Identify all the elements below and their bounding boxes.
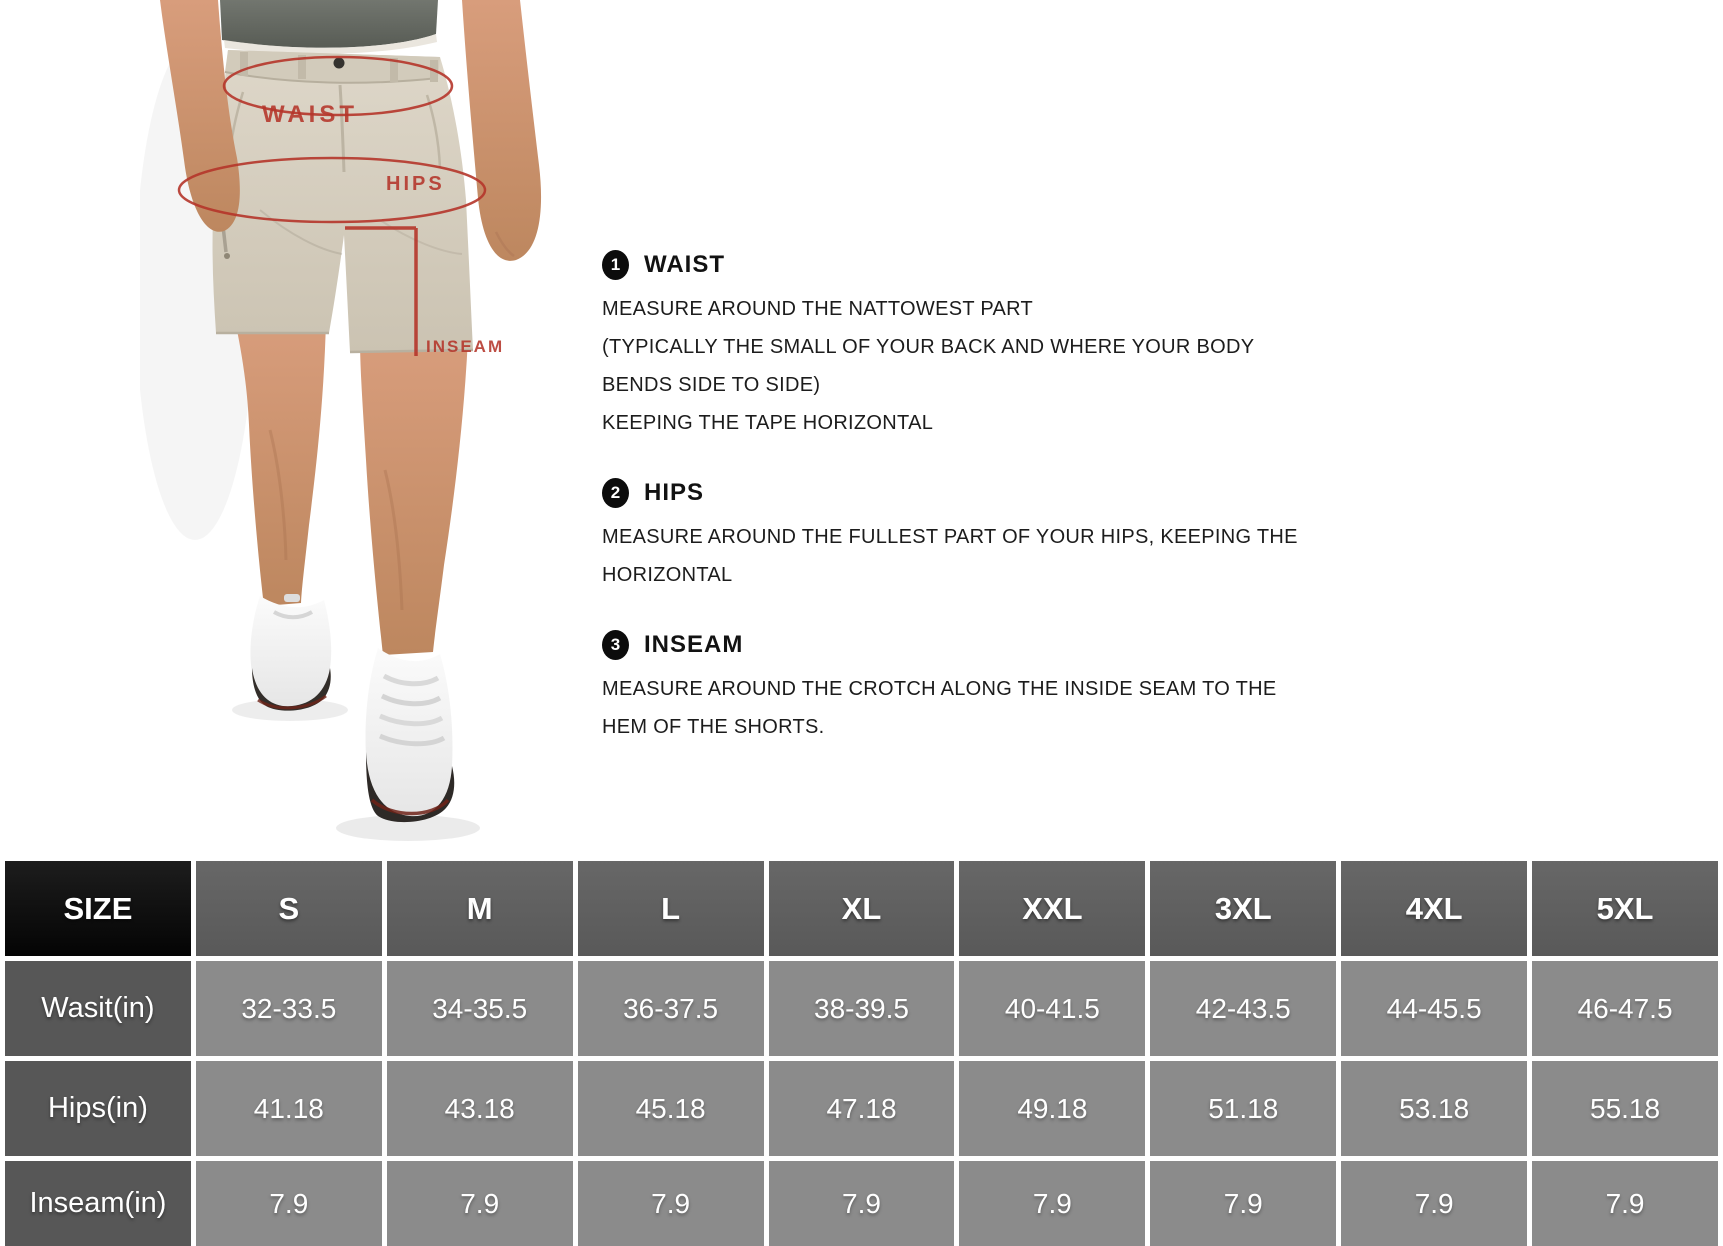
- waist-button: [334, 58, 345, 69]
- hips-label: HIPS: [386, 173, 445, 195]
- header-cell-3xl: 3XL: [1150, 861, 1336, 956]
- right-leg: [360, 338, 468, 655]
- instruction-line: (TYPICALLY THE SMALL OF YOUR BACK AND WHERE YOUR BODY: [602, 336, 1255, 358]
- size-chart-table: [0, 858, 1723, 1246]
- table-cell: 7.9: [769, 1161, 955, 1246]
- table-cell: 7.9: [387, 1161, 573, 1246]
- table-cell: 7.9: [578, 1161, 764, 1246]
- table-cell: 7.9: [1341, 1161, 1527, 1246]
- belt-loop: [240, 52, 248, 76]
- instruction-line: MEASURE AROUND THE NATTOWEST PART: [602, 298, 1034, 320]
- instruction-title: WAIST: [644, 251, 725, 278]
- inseam-label: INSEAM: [426, 337, 505, 356]
- right-arm: [462, 0, 541, 261]
- table-cell: 7.9: [1150, 1161, 1336, 1246]
- step-number-badge: 2: [602, 478, 629, 508]
- header-cell-xxl: XXL: [959, 861, 1145, 956]
- header-cell-5xl: 5XL: [1532, 861, 1718, 956]
- measuring-instructions: [602, 250, 1382, 782]
- table-cell: 7.9: [1532, 1161, 1718, 1246]
- table-cell: 49.18: [959, 1061, 1145, 1156]
- table-cell: 44-45.5: [1341, 961, 1527, 1056]
- model-figure-svg: [140, 0, 600, 850]
- instruction-line: HEM OF THE SHORTS.: [602, 716, 825, 738]
- left-shoe: [250, 594, 331, 711]
- table-cell: 46-47.5: [1532, 961, 1718, 1056]
- header-cell-s: S: [196, 861, 382, 956]
- step-number-badge: 3: [602, 630, 629, 660]
- right-shoe: [366, 648, 455, 822]
- shirt: [220, 0, 438, 48]
- table-cell: 41.18: [196, 1061, 382, 1156]
- table-cell: 53.18: [1341, 1061, 1527, 1156]
- model-photo: [140, 0, 600, 850]
- shorts: [213, 50, 473, 352]
- table-cell: 36-37.5: [578, 961, 764, 1056]
- row-label-waist: Wasit(in): [5, 961, 191, 1056]
- instruction-inseam: [602, 630, 1382, 746]
- header-cell-size: SIZE: [5, 861, 191, 956]
- table-cell: 32-33.5: [196, 961, 382, 1056]
- instruction-line: KEEPING THE TAPE HORIZONTAL: [602, 412, 934, 434]
- table-cell: 7.9: [959, 1161, 1145, 1246]
- table-cell: 51.18: [1150, 1061, 1336, 1156]
- instruction-head: [602, 630, 1382, 660]
- row-label-hips: Hips(in): [5, 1061, 191, 1156]
- table-cell: 43.18: [387, 1061, 573, 1156]
- table-cell: 42-43.5: [1150, 961, 1336, 1056]
- header-cell-xl: XL: [769, 861, 955, 956]
- step-number-badge: 1: [602, 250, 629, 280]
- instruction-title: INSEAM: [644, 631, 744, 658]
- table-cell: 45.18: [578, 1061, 764, 1156]
- waist-label: WAIST: [262, 101, 358, 128]
- instruction-line: MEASURE AROUND THE FULLEST PART OF YOUR HIPS, KEEPING THE: [602, 526, 1298, 548]
- table-cell: 34-35.5: [387, 961, 573, 1056]
- header-cell-l: L: [578, 861, 764, 956]
- instruction-hips: [602, 478, 1382, 594]
- instruction-line: HORIZONTAL: [602, 564, 733, 586]
- instruction-waist: [602, 250, 1382, 442]
- instruction-title: HIPS: [644, 479, 705, 506]
- table-cell: 55.18: [1532, 1061, 1718, 1156]
- table-cell: 7.9: [196, 1161, 382, 1246]
- header-cell-m: M: [387, 861, 573, 956]
- table-cell: 40-41.5: [959, 961, 1145, 1056]
- instruction-line: MEASURE AROUND THE CROTCH ALONG THE INSIDE SEAM TO THE: [602, 678, 1277, 700]
- table-cell: 47.18: [769, 1061, 955, 1156]
- left-leg: [235, 320, 326, 606]
- table-cell: 38-39.5: [769, 961, 955, 1056]
- header-cell-4xl: 4XL: [1341, 861, 1527, 956]
- instruction-line: BENDS SIDE TO SIDE): [602, 374, 821, 396]
- instruction-head: [602, 478, 1382, 508]
- instruction-head: [602, 250, 1382, 280]
- row-label-inseam: Inseam(in): [5, 1161, 191, 1246]
